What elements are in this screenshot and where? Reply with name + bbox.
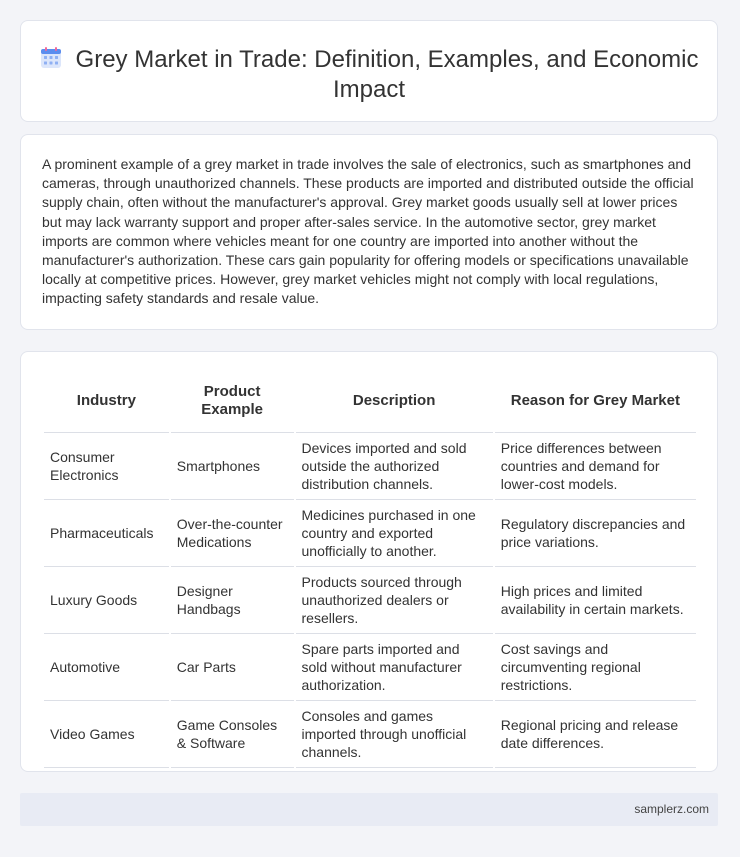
footer-site-link[interactable]: samplerz.com <box>634 802 709 816</box>
title-card <box>20 20 718 122</box>
header-description: Description <box>296 370 493 433</box>
table-row <box>44 433 696 500</box>
table-row <box>44 701 696 768</box>
cell-industry: Automotive <box>44 634 169 701</box>
cell-industry: Luxury Goods <box>44 567 169 634</box>
cell-product: Car Parts <box>171 634 294 701</box>
table-row <box>44 500 696 567</box>
cell-product: Designer Handbags <box>171 567 294 634</box>
cell-description: Devices imported and sold outside the authorized distribution channels. <box>296 433 493 500</box>
cell-description: Spare parts imported and sold without manufacturer authorization. <box>296 634 493 701</box>
page-title: Grey Market in Trade: Definition, Examples, and Economic Impact <box>75 46 699 103</box>
grey-market-table <box>42 370 698 768</box>
cell-industry: Consumer Electronics <box>44 433 169 500</box>
cell-description: Products sourced through unauthorized dealers or resellers. <box>296 567 493 634</box>
intro-paragraph: A prominent example of a grey market in trade involves the sale of electronics, such as smartphones and cameras, through unauthorized channels. These products are imported and distributed outside the official supply chain, often without the manufacturer's approval. Grey market goods usually sell at lower prices but may lack warranty support and proper after-sales service. In the automotive sector, grey market imports are common where vehicles meant for one country are imported into another without the manufacturer's authorization. These cars gain popularity for offering models or specifications unavailable locally at competitive prices. However, grey market vehicles might not comply with local regulations, impacting safety standards and resale value. <box>42 156 694 307</box>
page-title-wrap <box>21 45 717 105</box>
header-reason: Reason for Grey Market <box>495 370 696 433</box>
cell-industry: Pharmaceuticals <box>44 500 169 567</box>
table-card <box>20 351 718 772</box>
table-row <box>44 634 696 701</box>
cell-reason: Regional pricing and release date differences. <box>495 701 696 768</box>
cell-reason: High prices and limited availability in certain markets. <box>495 567 696 634</box>
footer-bar <box>20 793 718 826</box>
table-row <box>44 567 696 634</box>
cell-reason: Cost savings and circumventing regional restrictions. <box>495 634 696 701</box>
intro-card <box>20 134 718 330</box>
cell-description: Medicines purchased in one country and exported unofficially to another. <box>296 500 493 567</box>
cell-reason: Price differences between countries and demand for lower-cost models. <box>495 433 696 500</box>
header-industry: Industry <box>44 370 169 433</box>
cell-description: Consoles and games imported through unofficial channels. <box>296 701 493 768</box>
header-product-example: Product Example <box>171 370 294 433</box>
cell-product: Over-the-counter Medications <box>171 500 294 567</box>
calendar-grid-icon <box>40 47 62 69</box>
cell-product: Smartphones <box>171 433 294 500</box>
cell-product: Game Consoles & Software <box>171 701 294 768</box>
cell-reason: Regulatory discrepancies and price variations. <box>495 500 696 567</box>
table-header-row <box>44 370 696 433</box>
cell-industry: Video Games <box>44 701 169 768</box>
